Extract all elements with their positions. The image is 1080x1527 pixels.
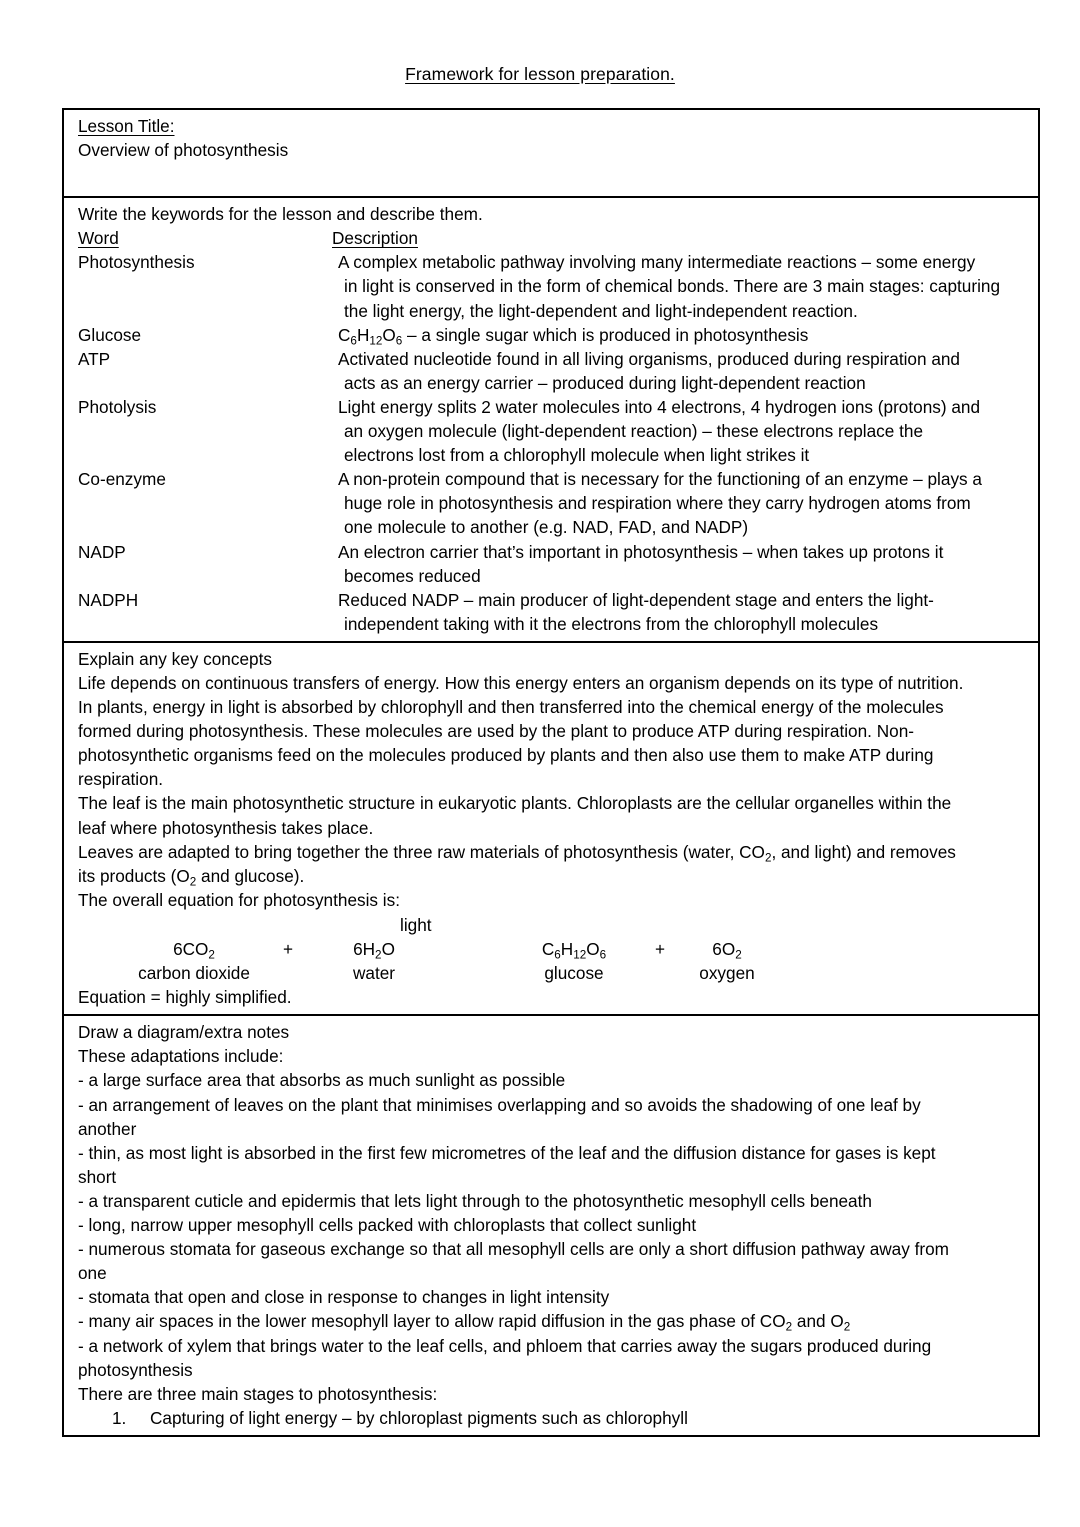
equation-intro: The overall equation for photosynthesis is:	[78, 889, 400, 910]
keyword-word: NADP	[78, 541, 126, 562]
keyword-description-line: An electron carrier that’s important in photosynthesis – when takes up protons it	[338, 541, 944, 562]
keyword-description-line: electrons lost from a chlorophyll molecule when light strikes it	[344, 445, 810, 466]
keyword-description-line: becomes reduced	[344, 565, 481, 586]
notes-line: - a network of xylem that brings water to the leaf cells, and phloem that carries away the sugars produced during	[78, 1335, 932, 1356]
notes-line: photosynthesis	[78, 1359, 193, 1380]
keyword-word: NADPH	[78, 589, 139, 610]
notes-line: one	[78, 1263, 107, 1284]
notes-line: - an arrangement of leaves on the plant that minimises overlapping and so avoids the shadowing of one leaf by	[78, 1094, 921, 1115]
notes-line: - a transparent cuticle and epidermis that lets light through to the photosynthetic mesophyll cells beneath	[78, 1190, 872, 1211]
keyword-word: Photolysis	[78, 396, 157, 417]
keyword-row	[78, 347, 1028, 395]
keyword-word: Photosynthesis	[78, 252, 195, 273]
equation-reactant-2: $6H_2O$	[353, 939, 395, 962]
keyword-description-line: Reduced NADP – main producer of light-dependent stage and enters the light-	[338, 589, 934, 610]
key-concepts-line: formed during photosynthesis. These molecules are used by the plant to produce ATP during respiration. Non-	[78, 721, 914, 742]
key-concepts-section	[64, 643, 1038, 1016]
keyword-description	[338, 588, 1028, 636]
keyword-row	[78, 467, 1028, 539]
notes-line: short	[78, 1166, 117, 1187]
equation-plus-1: +	[282, 939, 294, 959]
notes-line: - stomata that open and close in response to changes in light intensity	[78, 1287, 610, 1308]
keyword-description-line: A complex metabolic pathway involving many intermediate reactions – some energy	[338, 252, 976, 273]
column-header-description: Description	[332, 228, 418, 249]
equation-product-1: $C_6H_{12}O_6$	[541, 939, 607, 962]
notes-line: - numerous stomata for gaseous exchange so that all mesophyll cells are only a short diffusion pathway away from	[78, 1239, 949, 1260]
keyword-description-line: A non-protein compound that is necessary for the functioning of an enzyme – plays a	[338, 469, 982, 490]
keyword-description-line: in light is conserved in the form of chemical bonds. There are 3 main stages: capturing	[344, 276, 1001, 297]
notes-line: another	[78, 1118, 137, 1139]
keyword-word: ATP	[78, 348, 111, 369]
lesson-title-label: Lesson Title:	[78, 116, 175, 136]
equation-plus-2: +	[654, 939, 666, 959]
leaves-adaptation-line-1: Leaves are adapted to bring together the three raw materials of photosynthesis (water, $CO_2$, and light) and removes	[78, 841, 956, 864]
keyword-word: Glucose	[78, 324, 142, 345]
stages-intro: There are three main stages to photosynthesis:	[78, 1383, 438, 1404]
keyword-description-line: $C_6H_{12}O_6$ – a single sugar which is produced in photosynthesis	[338, 324, 809, 347]
leaves-adaptation-line-2: its products ($O_2$ and glucose).	[78, 865, 305, 888]
equation-formula-row	[78, 937, 1028, 961]
keyword-row	[78, 540, 1028, 588]
keyword-description-line: an oxygen molecule (light-dependent reaction) – these electrons replace the	[344, 421, 924, 442]
key-concepts-heading: Explain any key concepts	[78, 648, 272, 669]
notes-bullet-xylem	[78, 1334, 1028, 1382]
keyword-description-line: Activated nucleotide found in all living organisms, produced during respiration and	[338, 348, 960, 369]
equation-condition-light: light	[400, 914, 432, 935]
key-concepts-paragraph	[78, 671, 1028, 840]
keyword-word: Co-enzyme	[78, 469, 166, 490]
stage-item-1-text: Capturing of light energy – by chloroplast pigments such as chlorophyll	[150, 1407, 688, 1428]
key-concepts-line: In plants, energy in light is absorbed by chlorophyll and then transferred into the chemical energy of the molecules	[78, 697, 944, 718]
equation-note: Equation = highly simplified.	[78, 987, 292, 1008]
notes-heading: Draw a diagram/extra notes	[78, 1022, 290, 1043]
keywords-header-row	[78, 226, 1028, 250]
keyword-description	[338, 540, 1028, 588]
notes-bullet-list	[78, 1068, 1028, 1309]
page-title-text: Framework for lesson preparation.	[405, 64, 675, 84]
column-header-word: Word	[78, 228, 119, 249]
key-concepts-line: respiration.	[78, 769, 164, 790]
page-title	[0, 0, 1080, 86]
keyword-description-line: Light energy splits 2 water molecules into 4 electrons, 4 hydrogen ions (protons) and	[338, 396, 981, 417]
keyword-description-line: one molecule to another (e.g. NAD, FAD, and NADP)	[344, 517, 749, 538]
notes-line: - long, narrow upper mesophyll cells packed with chloroplasts that collect sunlight	[78, 1215, 697, 1236]
stage-item-1	[78, 1406, 1028, 1430]
keyword-description	[338, 347, 1028, 395]
keyword-description	[338, 467, 1028, 539]
keyword-rows	[78, 250, 1028, 636]
equation-product-2: $6O_2$	[712, 939, 742, 962]
keyword-description	[338, 395, 1028, 467]
notes-line: - a large surface area that absorbs as much sunlight as possible	[78, 1070, 566, 1091]
keyword-description	[338, 323, 1028, 347]
keyword-description-line: huge role in photosynthesis and respiration where they carry hydrogen atoms from	[344, 493, 971, 514]
key-concepts-line: The leaf is the main photosynthetic structure in eukaryotic plants. Chloroplasts are the cellular organelles within the	[78, 793, 952, 814]
keyword-description-line: acts as an energy carrier – produced during light-dependent reaction	[344, 372, 866, 393]
equation-reactant-2-name: water	[352, 963, 396, 984]
keyword-row	[78, 395, 1028, 467]
keyword-row	[78, 323, 1028, 347]
keyword-row	[78, 250, 1028, 322]
equation-reactant-1-name: carbon dioxide	[138, 963, 250, 984]
lesson-title-value: Overview of photosynthesis	[78, 140, 289, 161]
stage-item-1-number: 1.	[112, 1407, 127, 1428]
key-concepts-line: leaf where photosynthesis takes place.	[78, 817, 374, 838]
photosynthesis-equation	[78, 913, 1028, 985]
keyword-row	[78, 588, 1028, 636]
keywords-instruction: Write the keywords for the lesson and describe them.	[78, 204, 483, 225]
notes-intro: These adaptations include:	[78, 1046, 284, 1067]
key-concepts-line: Life depends on continuous transfers of energy. How this energy enters an organism depends on its type of nutrition.	[78, 672, 964, 693]
notes-line: - thin, as most light is absorbed in the first few micrometres of the leaf and the diffusion distance for gases is kept	[78, 1142, 936, 1163]
equation-product-2-name: oxygen	[699, 963, 755, 984]
equation-product-1-name: glucose	[544, 963, 604, 984]
notes-bullet-gas: - many air spaces in the lower mesophyll layer to allow rapid diffusion in the gas phase of $CO_2$ and $O_2$	[78, 1311, 851, 1334]
keywords-section	[64, 198, 1038, 643]
equation-reactant-1: $6CO_2$	[173, 939, 215, 962]
keyword-description-line: the light energy, the light-dependent and light-independent reaction.	[344, 300, 858, 321]
diagram-notes-section	[64, 1016, 1038, 1435]
equation-names-row	[78, 961, 1028, 985]
lesson-title-section	[64, 110, 1038, 198]
key-concepts-line: photosynthetic organisms feed on the molecules produced by plants and then also use them to make ATP during	[78, 745, 934, 766]
framework-table	[62, 108, 1040, 1437]
keyword-description	[338, 250, 1028, 322]
keyword-description-line: independent taking with it the electrons from the chlorophyll molecules	[344, 613, 879, 634]
